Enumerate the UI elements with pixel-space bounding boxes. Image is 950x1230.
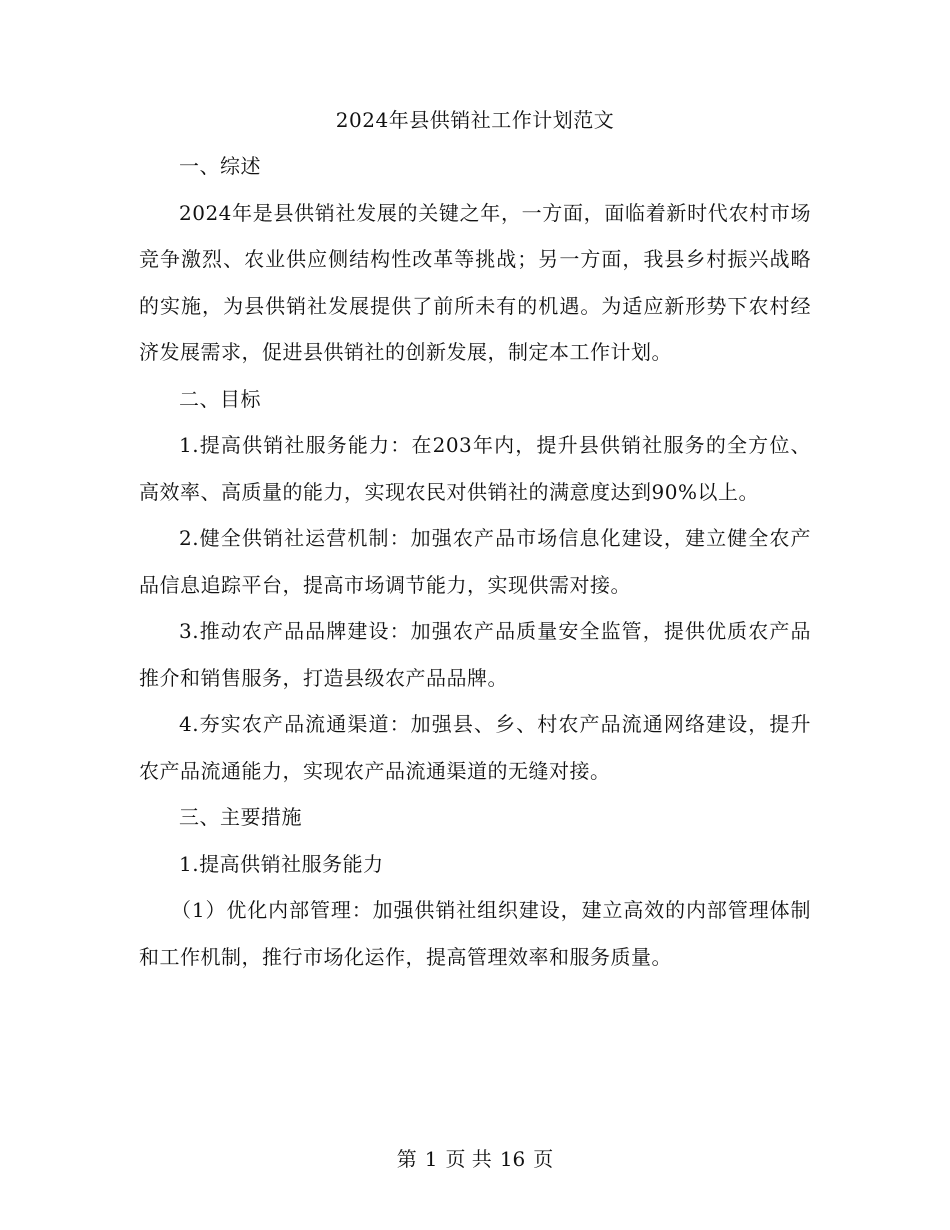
paragraph-goal-3: 3.推动农产品品牌建设：加强农产品质量安全监管，提供优质农产品推介和销售服务，打造县级农产品品牌。 <box>139 619 811 690</box>
document-title: 2024年县供销社工作计划范文 <box>335 108 615 132</box>
section-heading-overview: 一、综述 <box>179 154 261 178</box>
document-body <box>139 143 811 980</box>
paragraph-overview: 2024年是县供销社发展的关键之年，一方面，面临着新时代农村市场竞争激烈、农业供应侧结构性改革等挑战；另一方面，我县乡村振兴战略的实施，为县供销社发展提供了前所未有的机遇。为适应新形势下农村经济发展需求，促进县供销社的创新发展，制定本工作计划。 <box>139 200 811 364</box>
paragraph-measure-1-1: （1）优化内部管理：加强供销社组织建设，建立高效的内部管理体制和工作机制，推行市场化运作，提高管理效率和服务质量。 <box>139 898 811 969</box>
subheading-measure-1: 1.提高供销社服务能力 <box>179 851 384 876</box>
page-footer <box>0 1145 950 1173</box>
paragraph-goal-1: 1.提高供销社服务能力：在203年内，提升县供销社服务的全方位、高效率、高质量的能力，实现农民对供销社的满意度达到90%以上。 <box>139 433 811 504</box>
footer-total-pages: 16 <box>499 1147 526 1171</box>
footer-middle: 页 共 <box>445 1147 492 1171</box>
section-heading-goals: 二、目标 <box>179 386 261 411</box>
paragraph-goal-4: 4.夯实农产品流通渠道：加强县、乡、村农产品流通网络建设，提升农产品流通能力，实现农产品流通渠道的无缝对接。 <box>139 712 811 783</box>
section-heading-measures: 三、主要措施 <box>179 805 302 829</box>
footer-current-page: 1 <box>424 1147 438 1171</box>
footer-prefix: 第 <box>396 1147 417 1171</box>
paragraph-goal-2: 2.健全供销社运营机制：加强农产品市场信息化建设，建立健全农产品信息追踪平台，提高市场调节能力，实现供需对接。 <box>139 526 811 597</box>
footer-suffix: 页 <box>533 1147 554 1171</box>
